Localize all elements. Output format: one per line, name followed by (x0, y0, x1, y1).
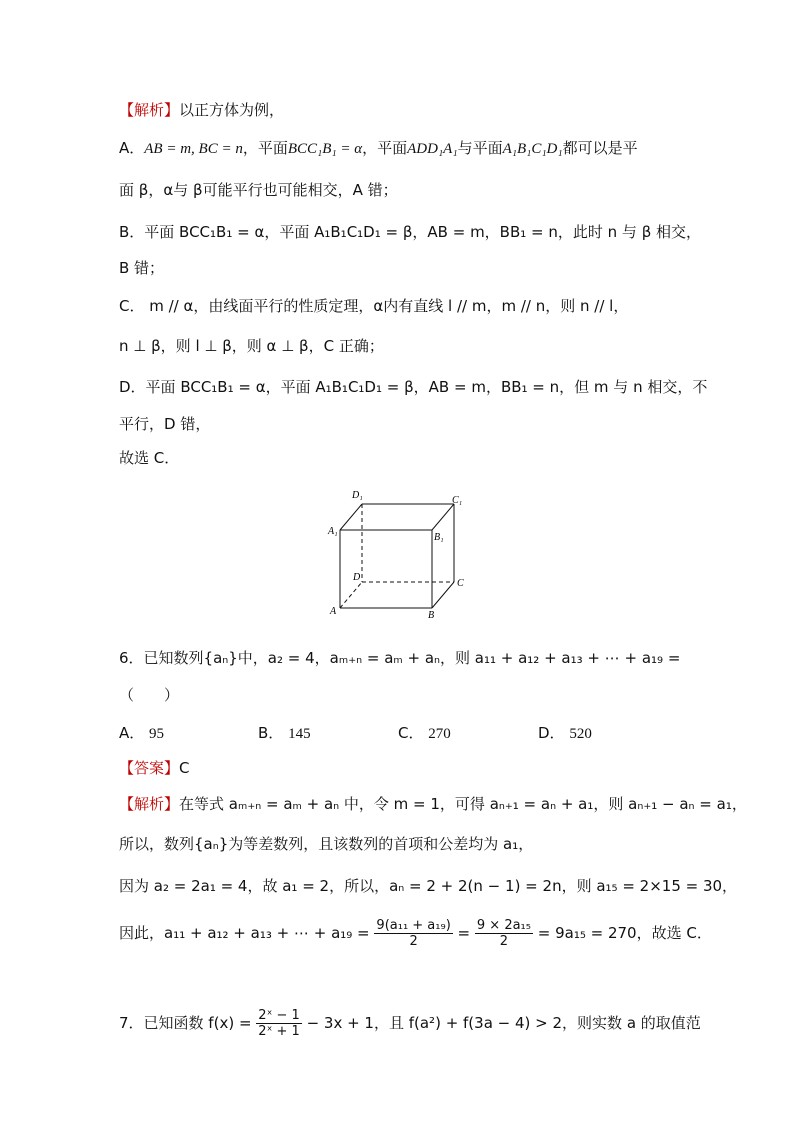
label-D: D (353, 572, 361, 583)
q6-option-b-value: 145 (288, 726, 311, 742)
q6-fraction-1 (374, 918, 452, 949)
analysis-tag-q6: 【解析】 (119, 795, 180, 813)
q5-option-d-line2: 平行，D 错， (119, 415, 211, 433)
q6-option-a-label: A． (119, 724, 145, 742)
q6-answer-line (119, 758, 190, 778)
q6-frac1-den: 2 (409, 934, 418, 949)
cube-diagram (320, 486, 480, 622)
q5-a-head: A． (119, 139, 145, 157)
q5-option-c-line2: n ⊥ β，则 l ⊥ β，则 α ⊥ β，C 正确； (119, 337, 384, 355)
q5-intro: 以正方体为例， (179, 101, 285, 119)
q5-a-math2: BCC₁B₁ = α (287, 141, 363, 157)
q5-option-d-line1: D．平面 BCC₁B₁ = α，平面 A₁B₁C₁D₁ = β，AB = m，BB₁ = n，但 m 与 n 相交，不 (119, 378, 708, 396)
label-B1: B₁ (434, 532, 444, 543)
q7-head: 7．已知函数 f(x) = (119, 1014, 252, 1032)
q5-a-text1: ，平面 (242, 139, 288, 157)
q6-option-b-label: B． (258, 724, 284, 742)
edge-AD (340, 582, 362, 608)
q5-option-b-line1: B．平面 BCC₁B₁ = α，平面 A₁B₁C₁D₁ = β，AB = m，BB₁ = n，此时 n 与 β 相交， (119, 223, 702, 241)
label-A1: A₁ (328, 526, 338, 537)
q7-tail: − 3x + 1，且 f(a²) + f(3a − 4) > 2，则实数 a 的取值范 (306, 1014, 701, 1032)
q6-answer: C (179, 759, 190, 777)
label-B: B (428, 610, 435, 621)
q5-a-math4: A₁B₁C₁D₁ (502, 141, 563, 157)
q6-sol-4-tail: = 9a₁₅ = 270，故选 C． (537, 924, 712, 942)
edge-A1D1 (340, 504, 362, 530)
q6-option-b (258, 722, 311, 743)
label-A: A (330, 606, 337, 617)
q5-option-a-line1 (119, 138, 638, 159)
q5-option-c-line1: C． m // α，由线面平行的性质定理，α内有直线 l // m，m // n，则 n // l， (119, 297, 629, 315)
q6-option-a-value: 95 (149, 726, 165, 742)
q5-analysis-intro-line (119, 100, 284, 120)
q6-fraction-2 (475, 918, 533, 949)
q6-option-c-value: 270 (428, 726, 451, 742)
q7-frac-den: 2ˣ + 1 (258, 1024, 300, 1039)
label-C1: C₁ (452, 495, 463, 506)
q6-solution-line4: 因此，a₁₁ + a₁₂ + a₁₃ + ⋯ + a₁₉ = $\frac{\text{9(a₁₁ + a₁₉)}}{2}$ = $\frac{\text{9 × 2a₁₅}}{2}$ = 9a₁₅ = 270，故选 C． (119, 918, 712, 949)
q6-stem: 6．已知数列{aₙ}中，a₂ = 4，aₘ₊ₙ = aₘ + aₙ，则 a₁₁ + a₁₂ + a₁₃ + ⋯ + a₁₉ = (119, 649, 681, 667)
q5-a-text4: 都可以是平 (562, 139, 638, 157)
q5-a-text3: 与平面 (457, 139, 503, 157)
analysis-tag: 【解析】 (119, 101, 180, 119)
q6-frac2-den: 2 (499, 934, 509, 949)
label-D1: D₁ (352, 490, 363, 501)
q5-option-a-line2: 面 β，α与 β可能平行也可能相交，A 错； (119, 181, 398, 199)
q6-option-d-value: 520 (569, 726, 592, 742)
q6-solution-line3: 因为 a₂ = 2a₁ = 4，故 a₁ = 2，所以，aₙ = 2 + 2(n − 1) = 2n，则 a₁₅ = 2×15 = 30， (119, 877, 738, 895)
q6-option-c (398, 722, 451, 743)
label-C: C (457, 578, 464, 589)
answer-tag: 【答案】 (119, 759, 180, 777)
q5-option-b-line2: B 错； (119, 259, 165, 277)
q5-a-math1: AB = m, BC = n (144, 141, 243, 157)
q6-solution-line2: 所以，数列{aₙ}为等差数列，且该数列的首项和公差均为 a₁， (119, 835, 534, 853)
q6-sol-4-head: 因此，a₁₁ + a₁₂ + a₁₃ + ⋯ + a₁₉ = (119, 924, 370, 942)
q6-paren: （ ） (119, 686, 180, 704)
q6-option-d-label: D． (538, 724, 565, 742)
q6-option-d (538, 722, 592, 743)
q6-sol-1: 在等式 aₘ₊ₙ = aₘ + aₙ 中，令 m = 1，可得 aₙ₊₁ = aₙ + a₁，则 aₙ₊₁ − aₙ = a₁， (179, 795, 747, 813)
q7-stem (119, 1008, 701, 1039)
q5-conclusion: 故选 C． (119, 449, 180, 467)
q7-frac-num: 2ˣ − 1 (258, 1008, 300, 1023)
q6-solution-line1 (119, 794, 747, 814)
edge-BC (432, 582, 454, 608)
q5-a-math3: ADD₁A₁ (407, 141, 458, 157)
q7-fraction (256, 1008, 301, 1039)
q5-a-text2: ，平面 (362, 139, 408, 157)
edge-B1C1 (432, 504, 454, 530)
q6-frac1-num: 9(a₁₁ + a₁₉) (376, 918, 451, 933)
q6-option-a (119, 722, 164, 743)
q6-frac2-num: 9 × 2a₁₅ (476, 918, 531, 933)
q6-option-c-label: C． (398, 724, 424, 742)
